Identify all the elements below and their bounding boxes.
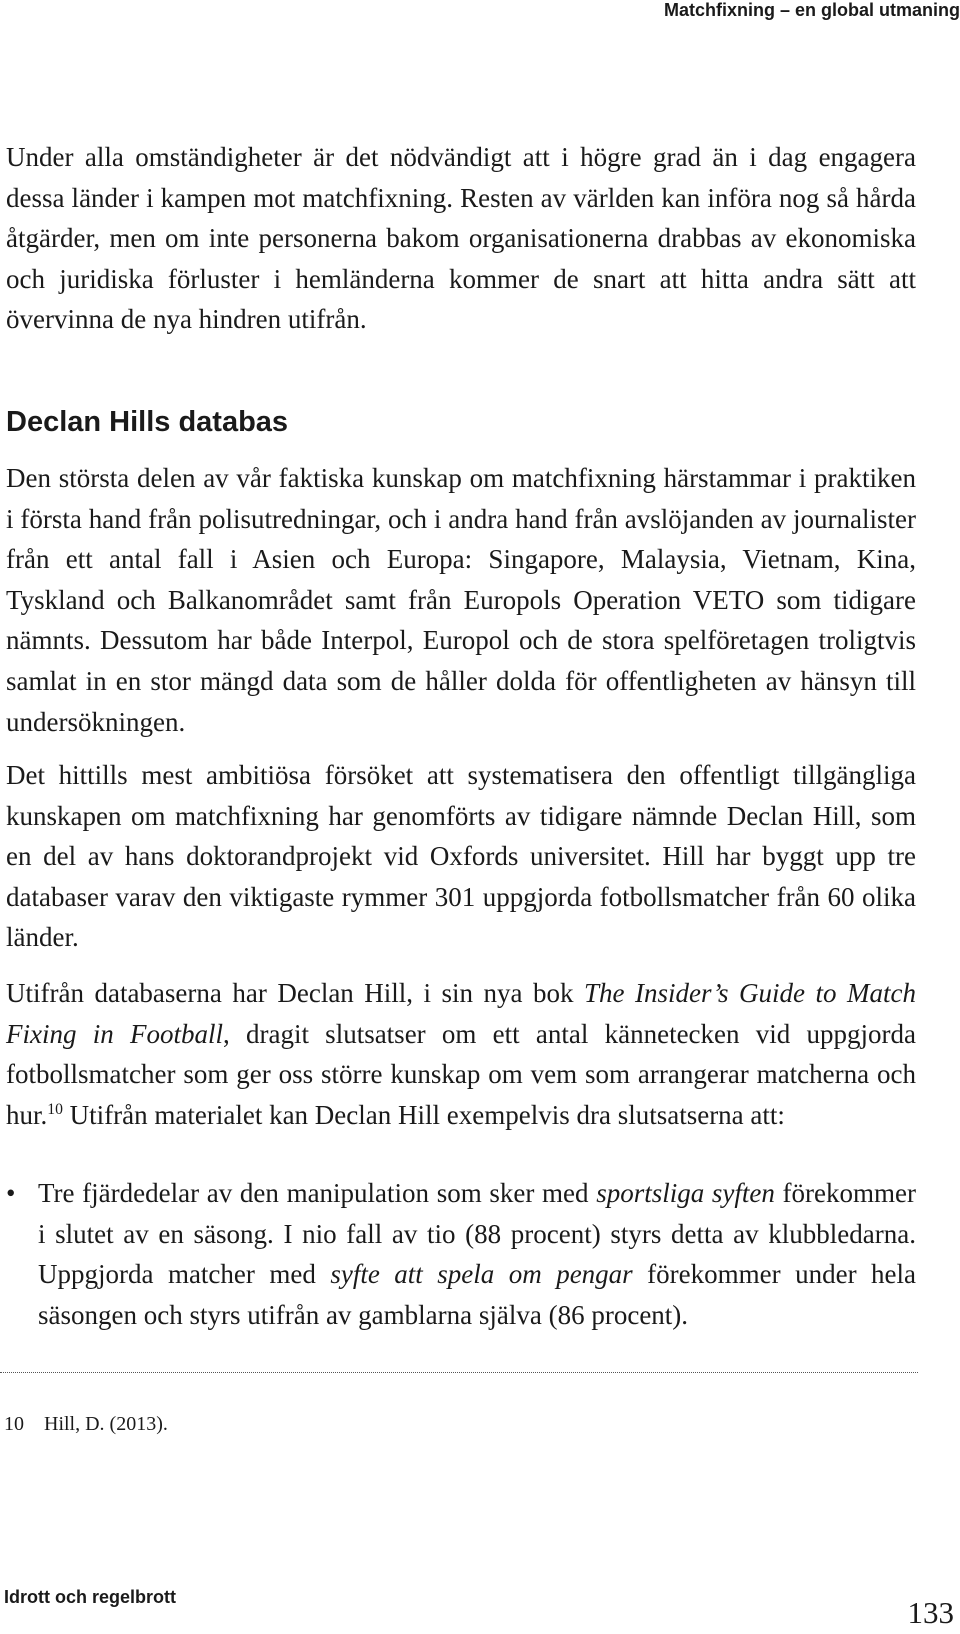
footer-book-title: Idrott och regelbrott xyxy=(4,1587,176,1607)
list-item xyxy=(6,1173,916,1335)
p3-text-after-title: , dragit slutsatser om ett antal kännetecken vid uppgjorda fotbollsmatcher som ger oss större kunskap om vem som arrangerar matcherna och hur. xyxy=(6,1018,916,1130)
book-title: The Insider’s Guide to Match Fixing in Football xyxy=(6,978,916,1049)
conclusions-list xyxy=(6,1173,916,1335)
bullet-text-2: förekommer i slutet av en säsong. I nio fall av tio (88 procent) styrs detta av klubbledarna. Uppgjorda matcher med xyxy=(38,1178,916,1290)
p3-text-before-title: Utifrån databaserna har Declan Hill, i sin nya bok xyxy=(6,978,585,1008)
footnote-text: Hill, D. (2013). xyxy=(44,1413,168,1435)
footnote xyxy=(4,1412,168,1436)
intro-paragraph: Under alla omständigheter är det nödvändigt att i högre grad än i dag engagera dessa länder i kampen mot matchfixning. Resten av världen kan införa nog så hårda åtgärder, men om inte personerna bakom organisationerna drabbas av ekonomiska och juridiska förluster i hemländerna kommer de snart att hitta andra sätt att övervinna de nya hindren utifrån. xyxy=(6,142,916,335)
footnote-divider xyxy=(0,1372,918,1373)
bullet-emphasis-2: syfte att spela om pengar xyxy=(330,1259,633,1290)
bullet-icon: • xyxy=(6,1178,16,1208)
running-header: Matchfixning – en global utmaning xyxy=(663,0,960,20)
page-number: 133 xyxy=(907,1595,954,1630)
body-paragraph-1: Den största delen av vår faktiska kunskap om matchfixning härstammar i praktiken i första hand från polisutredningar, och i andra hand från avslöjanden av journalister från ett antal fall i Asien och Europa: Singapore, Malaysia, Vietnam, Kina, Tyskland och Balkanområdet samt från Europols Operation VETO som tidigare nämnts. Dessutom har både Interpol, Europol och de stora spelföretagen troligtvis samlat in en stor mängd data som de håller dolda för offentligheten av hänsyn till undersökningen. xyxy=(6,463,916,737)
body-paragraph-3 xyxy=(6,973,916,1135)
section-heading: Declan Hills databas xyxy=(6,406,289,438)
p3-text-after-ref: Utifrån materialet kan Declan Hill exempelvis dra slutsatserna att: xyxy=(62,1099,785,1130)
bullet-text-3: förekommer under hela säsongen och styrs utifrån av gamblarna själva (86 procent). xyxy=(38,1259,916,1330)
footnote-reference[interactable]: 10 xyxy=(47,1100,63,1118)
body-paragraph-2: Det hittills mest ambitiösa försöket att systematisera den offentligt tillgängliga kunskapen om matchfixning har genomförts av tidigare nämnde Declan Hill, som en del av hans doktorandprojekt vid Oxfords universitet. Hill har byggt upp tre databaser varav den viktigaste rymmer 301 uppgjorda fotbollsmatcher från 60 olika länder. xyxy=(6,760,916,953)
bullet-text-1: Tre fjärdedelar av den manipulation som sker med xyxy=(38,1178,597,1208)
bullet-emphasis-1: sportsliga syften xyxy=(596,1178,775,1208)
footnote-number: 10 xyxy=(4,1413,24,1435)
